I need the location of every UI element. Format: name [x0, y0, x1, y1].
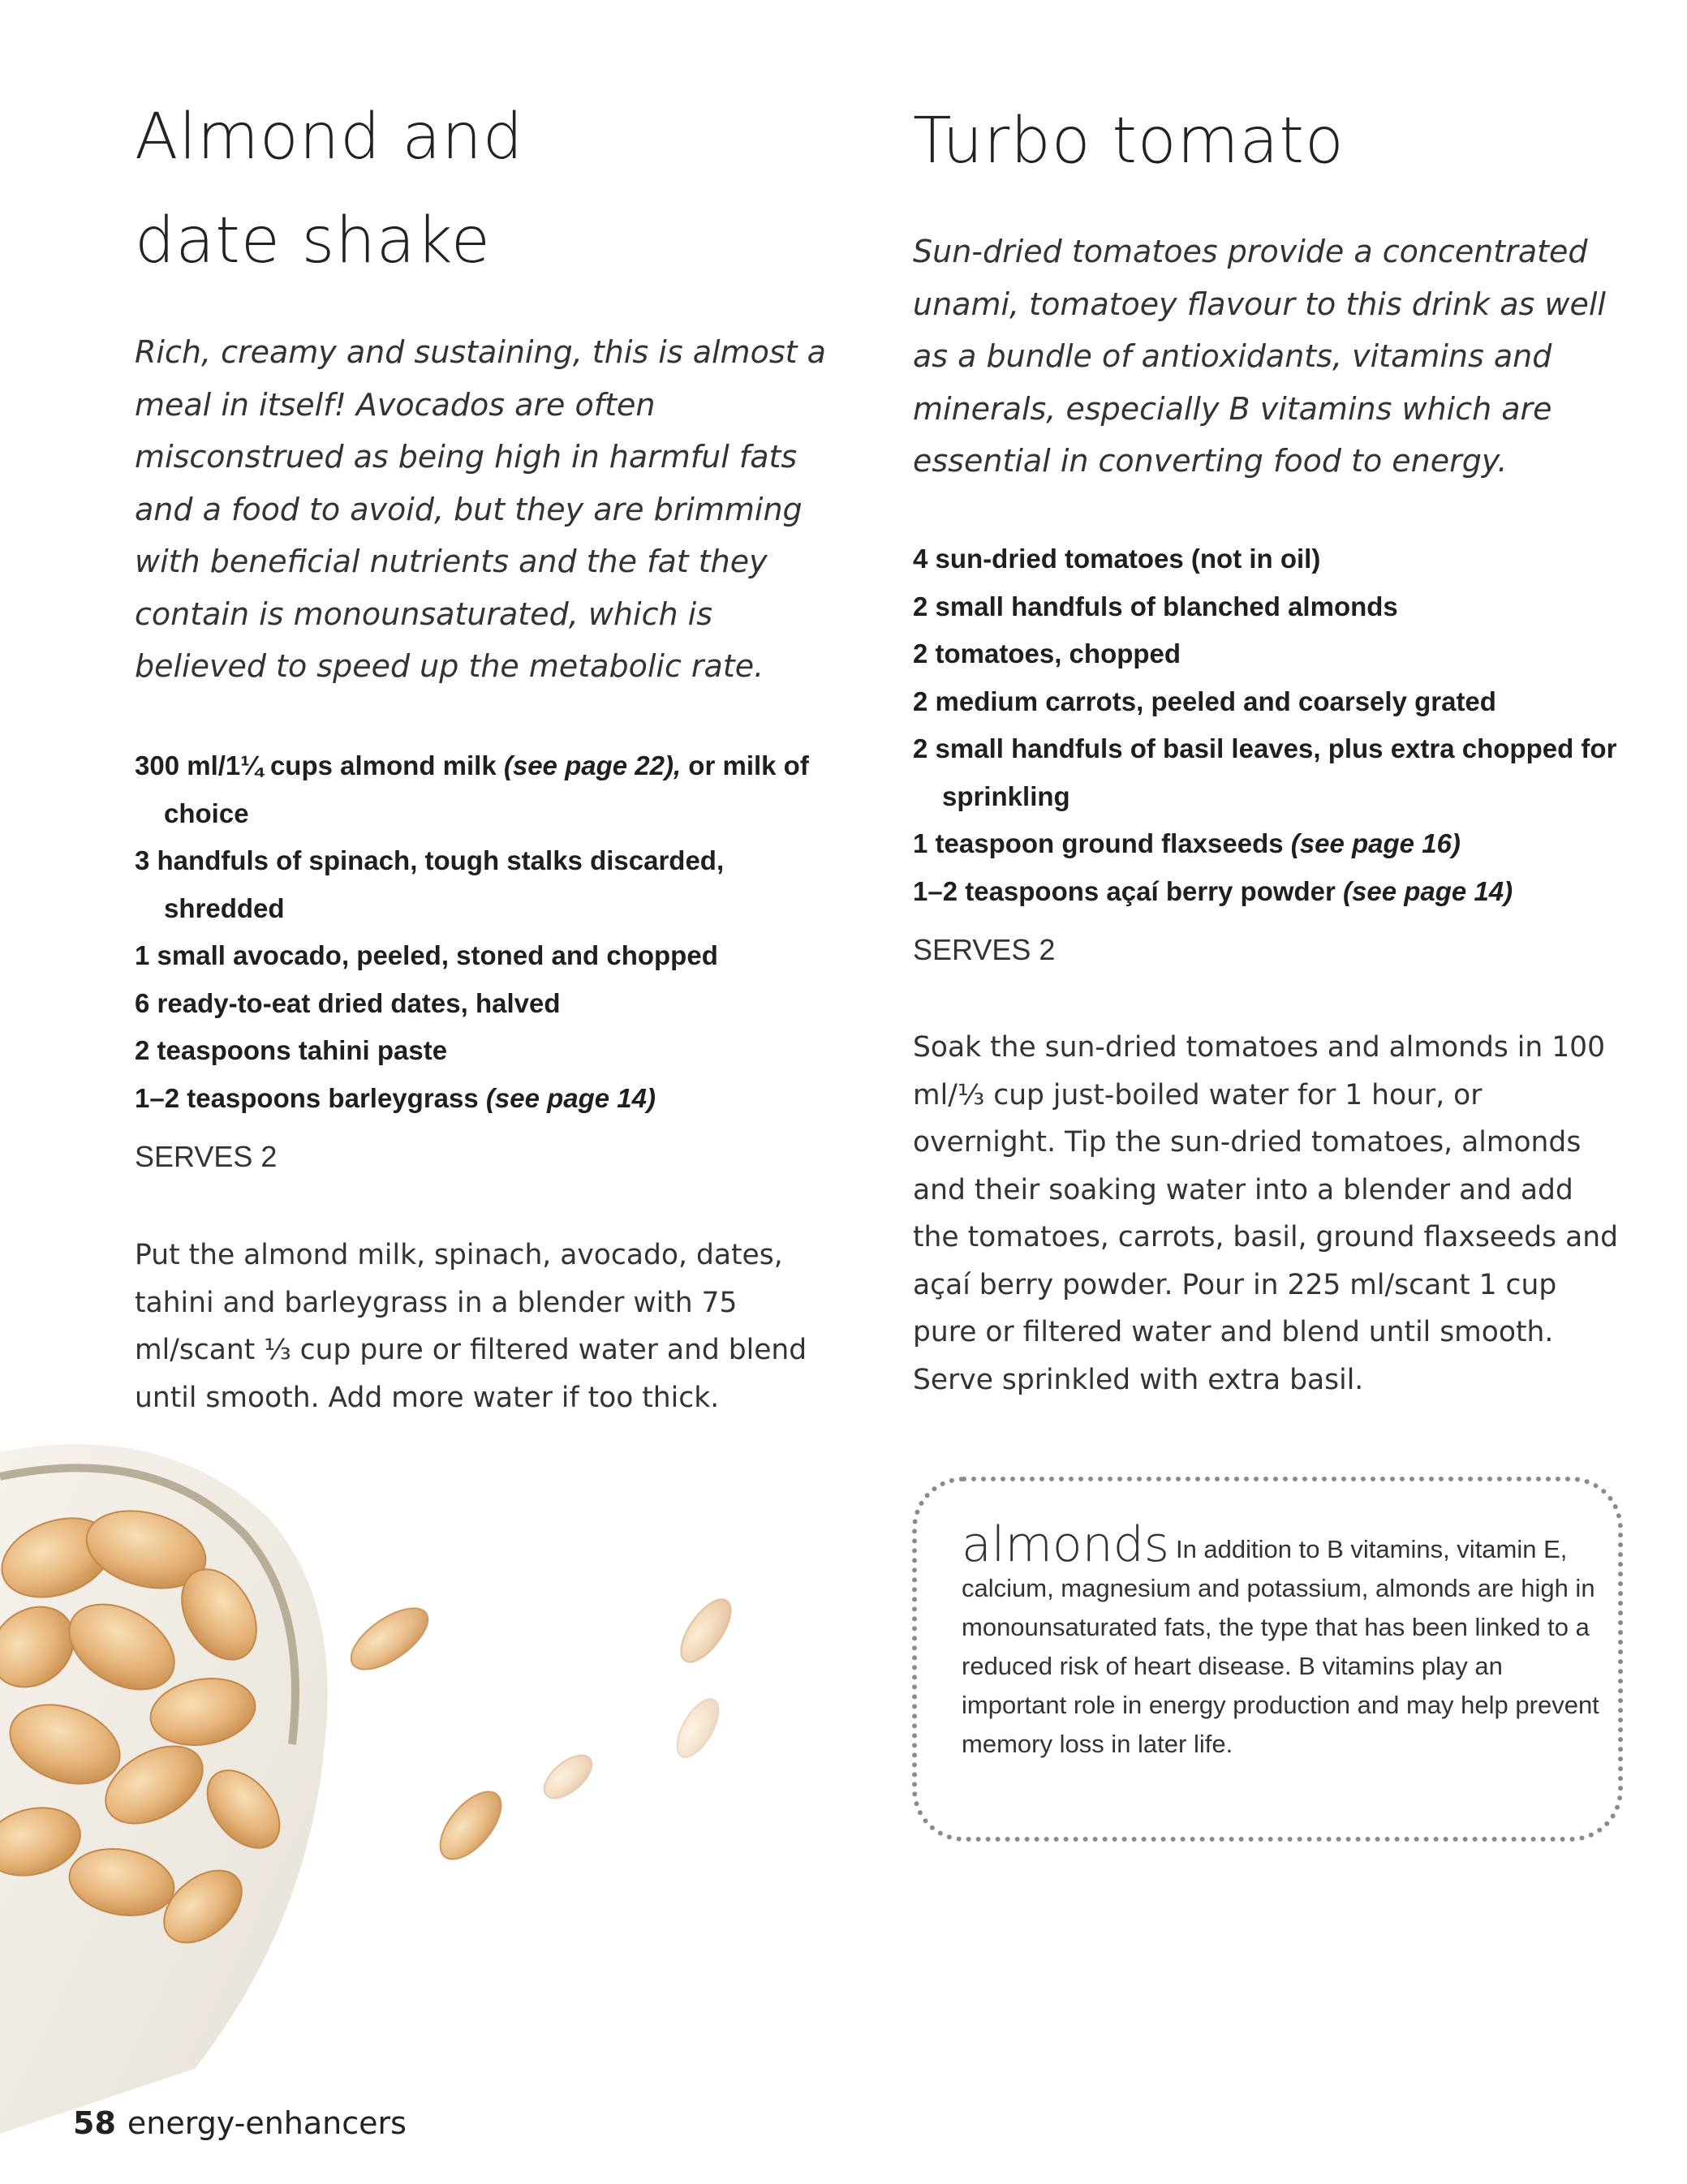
ingredient-item: 1 small avocado, peeled, stoned and chopped [135, 940, 718, 970]
ingredient-item: 1–2 teaspoons açaí berry powder (see page 14) [913, 875, 1513, 906]
ingredient-item: 1 teaspoon ground flaxseeds (see page 16) [913, 828, 1461, 858]
recipe-title: Turbo tomato [913, 105, 1345, 178]
ingredient-item: 2 medium carrots, peeled and coarsely grated [913, 686, 1496, 716]
ingredient-list [913, 535, 1627, 915]
ingredient-item: 2 teaspoons tahini paste [135, 1035, 448, 1065]
recipe-title [135, 85, 523, 293]
recipe-intro: Sun-dried tomatoes provide a concentrated unami, tomatoey flavour to this drink as well as a bundle of antioxidants, vitamins and minerals, especially B vitamins which are essential in converting food to energy. [913, 234, 1606, 479]
info-box-text [962, 1516, 1603, 1764]
ingredient-list [135, 742, 841, 1122]
section-name: energy-enhancers [127, 2105, 407, 2141]
ingredient-item: 2 small handfuls of basil leaves, plus extra chopped for sprinkling [913, 733, 1617, 811]
recipe-method: Put the almond milk, spinach, avocado, dates, tahini and barleygrass in a blender with 75 ml/scant ⅓ cup pure or filtered water and blend until smooth. Add more water if too thick. [135, 1239, 807, 1414]
ingredient-item: 1–2 teaspoons barleygrass (see page 14) [135, 1082, 656, 1113]
serves-label: SERVES 2 [913, 933, 1056, 966]
page-footer [73, 2105, 407, 2141]
almond-jar-illustration [0, 1404, 828, 2134]
recipe-intro: Rich, creamy and sustaining, this is almost a meal in itself! Avocados are often misconstrued as being high in harmful fats and a food to avoid, but they are brimming with beneficial nutrients and the fat they contain is monounsaturated, which is believed to speed up the metabolic rate. [135, 334, 826, 684]
recipe-title-line: date shake [135, 204, 491, 277]
info-box-heading: almonds [962, 1516, 1169, 1573]
recipe-title-line: Almond and [135, 101, 524, 174]
serves-label: SERVES 2 [135, 1140, 278, 1173]
recipe-method: Soak the sun-dried tomatoes and almonds in 100 ml/⅓ cup just-boiled water for 1 hour, or overnight. Tip the sun-dried tomatoes, almonds and their soaking water into a blender and add the tomatoes, carrots, basil, ground flaxseeds and açaí berry powder. Pour in 225 ml/scant 1 cup pure or filtered water and blend until smooth. Serve sprinkled with extra basil. [913, 1031, 1619, 1396]
ingredient-item: 2 small handfuls of blanched almonds [913, 591, 1398, 621]
ingredient-item: 2 tomatoes, chopped [913, 638, 1181, 669]
page-number: 58 [73, 2105, 116, 2141]
info-box-body: In addition to B vitamins, vitamin E, calcium, magnesium and potassium, almonds are high in monounsaturated fats, the type that has been linked to a reduced risk of heart disease. B vitamins play an important role in energy production and may help prevent memory loss in later life. [962, 1535, 1599, 1758]
ingredient-item: 300 ml/1¼ cups almond milk (see page 22), or milk of choice [135, 750, 809, 828]
ingredient-item: 3 handfuls of spinach, tough stalks discarded, shredded [135, 845, 725, 923]
ingredient-item: 4 sun-dried tomatoes (not in oil) [913, 544, 1321, 574]
ingredient-item: 6 ready-to-eat dried dates, halved [135, 987, 561, 1018]
